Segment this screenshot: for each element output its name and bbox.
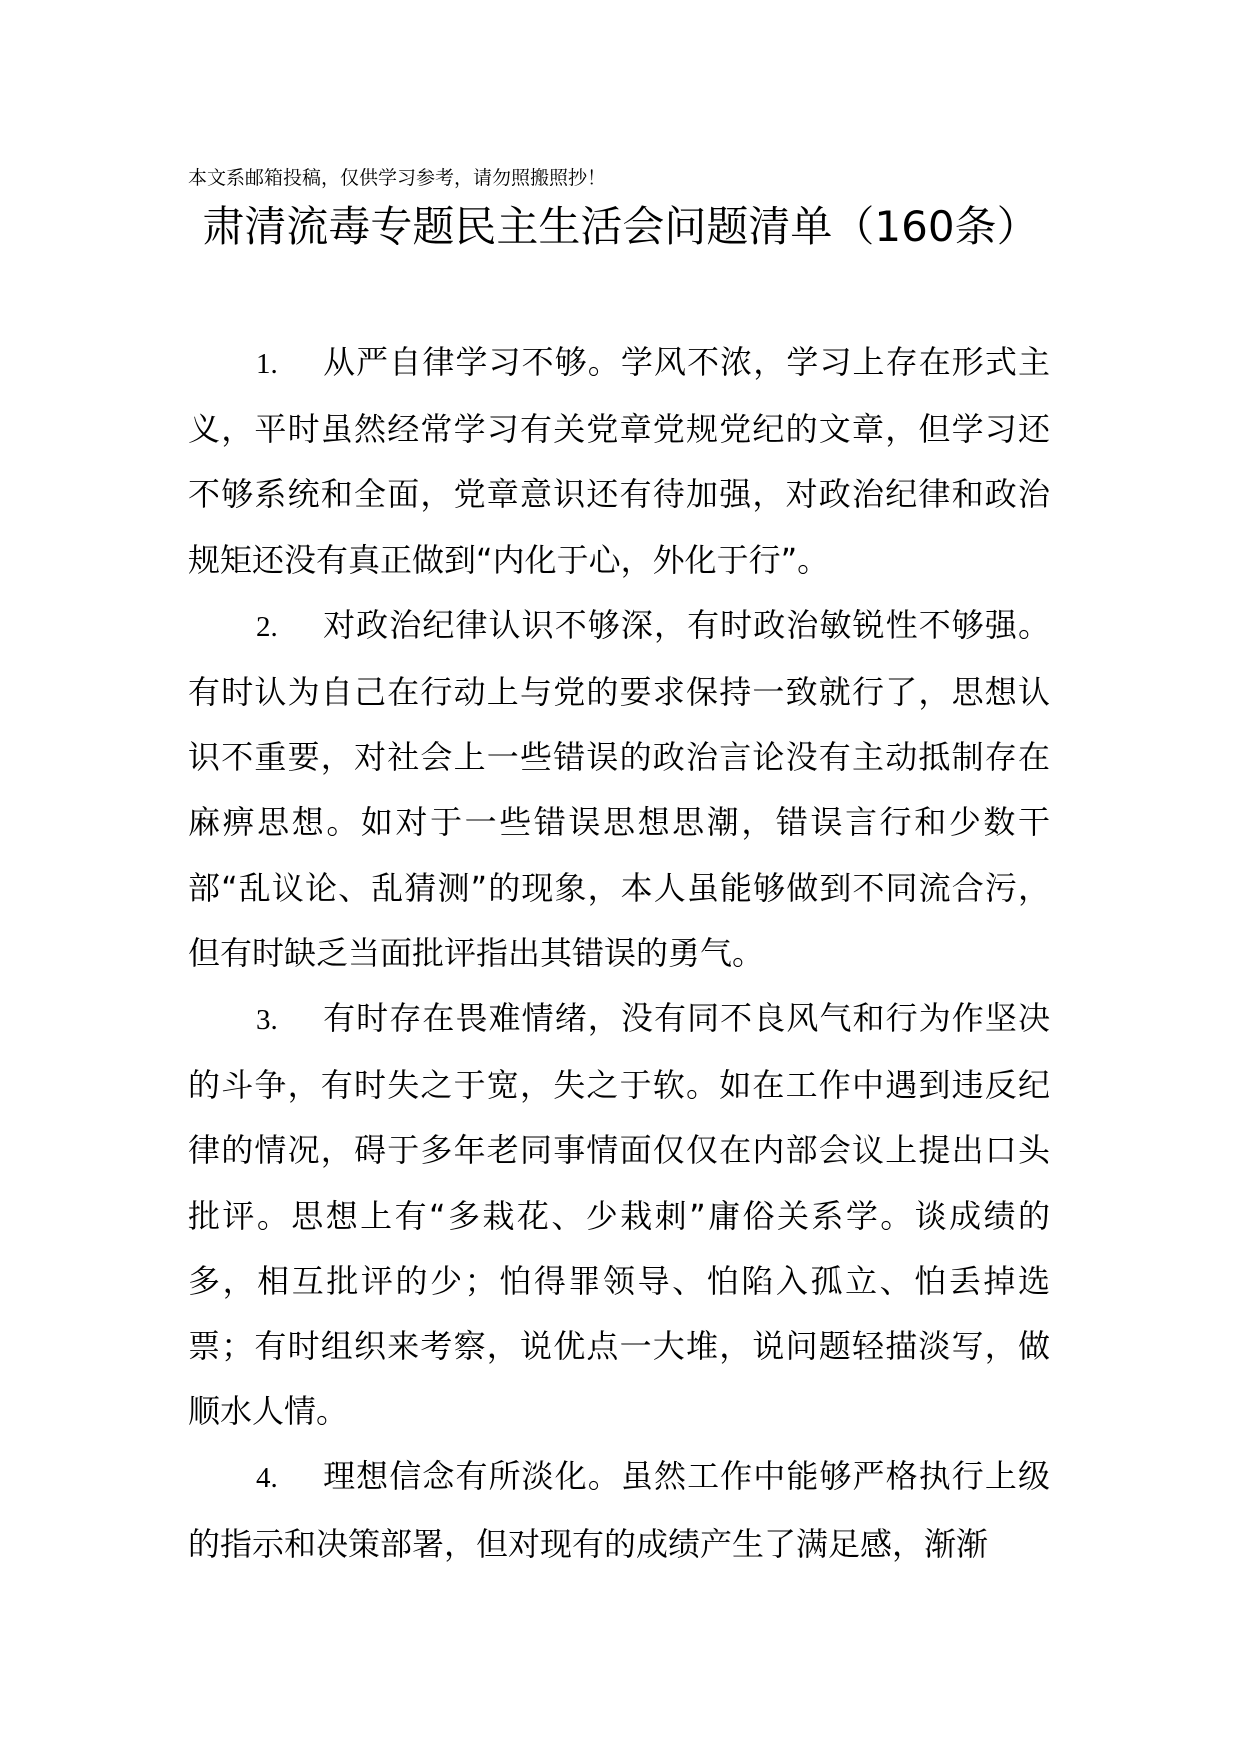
item-text: 理想信念有所淡化。虽然工作中能够严格执行上级的指示和决策部署，但对现有的成绩产生了满足感，渐渐 — [188, 1457, 1050, 1563]
list-item — [188, 330, 1050, 593]
document-body — [188, 330, 1050, 1577]
submission-notice: 本文系邮箱投稿，仅供学习参考，请勿照搬照抄！ — [188, 167, 607, 189]
item-text: 有时存在畏难情绪，没有同不良风气和行为作坚决的斗争，有时失之于宽，失之于软。如在工作中遇到违反纪律的情况，碍于多年老同事情面仅仅在内部会议上提出口头批评。思想上有“多栽花、少栽刺”庸俗关系学。谈成绩的多，相互批评的少；怕得罪领导、怕陷入孤立、怕丢掉选票；有时组织来考察，说优点一大堆，说问题轻描淡写，做顺水人情。 — [188, 999, 1050, 1431]
item-number: 4. — [256, 1462, 278, 1495]
list-item — [188, 986, 1050, 1444]
page-title: 肃清流毒专题民主生活会问题清单（160条） — [202, 202, 1039, 251]
item-number: 3. — [256, 1004, 278, 1037]
item-text: 从严自律学习不够。学风不浓，学习上存在形式主义，平时虽然经常学习有关党章党规党纪的文章，但学习还不够系统和全面，党章意识还有待加强，对政治纪律和政治规矩还没有真正做到“内化于心，外化于行”。 — [188, 343, 1050, 579]
item-number: 1. — [256, 348, 278, 380]
list-item — [188, 1444, 1050, 1576]
item-text: 对政治纪律认识不够深，有时政治敏锐性不够强。有时认为自己在行动上与党的要求保持一致就行了，思想认识不重要，对社会上一些错误的政治言论没有主动抵制存在麻痹思想。如对于一些错误思想思潮，错误言行和少数干部“乱议论、乱猜测”的现象，本人虽能够做到不同流合污，但有时缺乏当面批评指出其错误的勇气。 — [188, 605, 1050, 972]
item-number: 2. — [256, 610, 278, 643]
list-item — [188, 593, 1050, 986]
